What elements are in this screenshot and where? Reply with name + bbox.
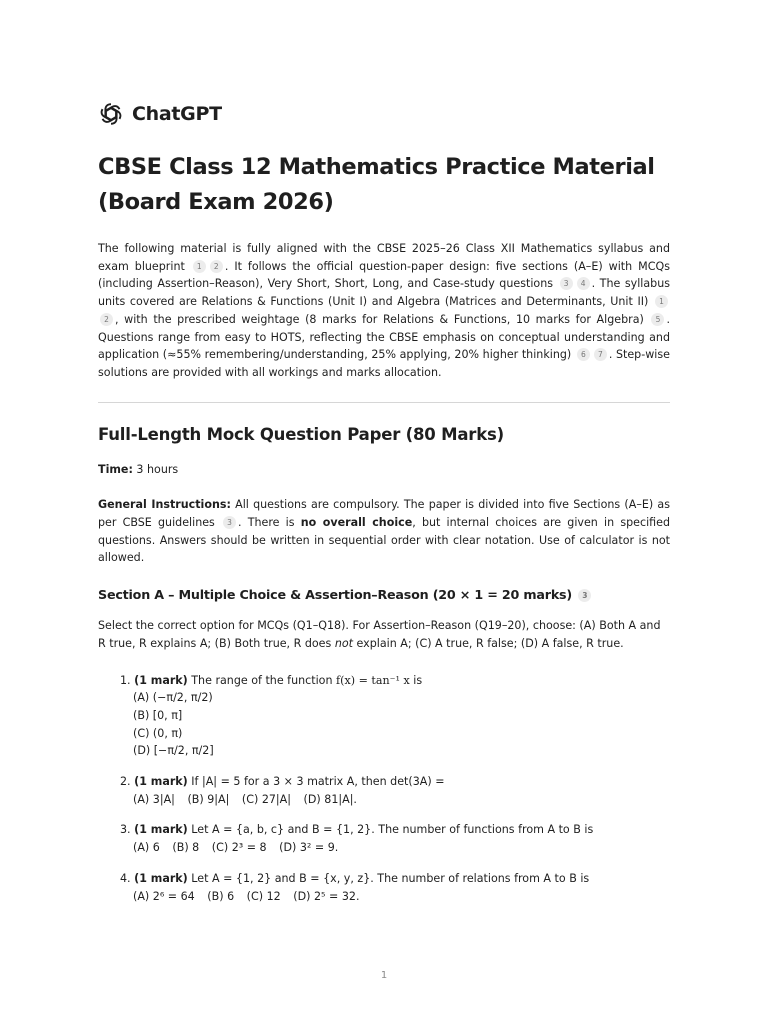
citation-badge[interactable]: 5 — [651, 313, 664, 326]
brand-header — [98, 100, 670, 128]
time-label: Time: — [98, 462, 133, 476]
page-number: 1 — [380, 970, 388, 981]
option: (A) (−π/2, π/2) — [133, 691, 213, 705]
option: (B) 6 — [207, 889, 235, 903]
option: (B) 8 — [172, 841, 200, 855]
section-divider — [98, 402, 670, 403]
option: (A) 2⁶ = 64 — [133, 889, 195, 903]
option: (D) 3² = 9. — [279, 841, 339, 855]
citation-badge[interactable]: 3 — [578, 589, 591, 602]
citation-badge[interactable]: 6 — [577, 348, 590, 361]
options-row — [120, 888, 670, 906]
citation-badge[interactable]: 3 — [560, 277, 573, 290]
citation-badge[interactable]: 2 — [100, 313, 113, 326]
option: (A) 3|A| — [133, 792, 175, 806]
question-2: 2. (1 mark) If |A| = 5 for a 3 × 3 matrix A, then det(3A) = (A) 3|A| (B) 9|A| (C) 27|A| (D) 81|A|. — [120, 773, 670, 808]
question-4: 4. (1 mark) Let A = {1, 2} and B = {x, y, z}. The number of relations from A to B is (A) 2⁶ = 64 (B) 6 (C) 12 (D) 2⁵ = 32. — [120, 870, 670, 905]
mock-paper-heading: Full-Length Mock Question Paper (80 Marks) — [98, 424, 504, 444]
option: (D) 2⁵ = 32. — [293, 889, 360, 903]
citation-badge[interactable]: 1 — [655, 295, 668, 308]
openai-logo-icon — [98, 101, 124, 127]
option: (D) 81|A|. — [303, 792, 357, 806]
time-line — [98, 461, 670, 479]
options-row — [120, 791, 670, 809]
option: (D) [−π/2, π/2] — [133, 744, 214, 758]
citation-badge[interactable]: 2 — [210, 260, 223, 273]
general-instructions: General Instructions: All questions are compulsory. The paper is divided into five Sections (A–E) as per CBSE guidelines 3 . There is no overall choice, but internal choices are given in specified questions. Answers should be written in sequential order with clear notation. Use of calculator is not allowed. — [98, 498, 671, 565]
option: (B) 9|A| — [187, 792, 230, 806]
brand-name: ChatGPT — [132, 103, 222, 125]
option: (A) 6 — [133, 841, 160, 855]
option: (B) [0, π] — [133, 708, 183, 722]
option: (C) 12 — [246, 889, 281, 903]
general-instructions-label: General Instructions: — [98, 498, 231, 512]
option: (C) (0, π) — [133, 726, 183, 740]
question-1: 1. (1 mark) The range of the function f(x) = tan⁻¹ x is (A) (−π/2, π/2) (B) [0, π] (C) (0, π) (D) [−π/2, π/2] — [120, 672, 670, 761]
question-list — [98, 672, 670, 906]
intro-paragraph: The following material is fully aligned with the CBSE 2025–26 Class XII Mathematics syllabus and exam blueprint 1 2 . It follows the official question-paper design: five sections (A–E) with MCQs (including Assertion–Reason), Very Short, Short, Long, and Case-study questions 3 4 . The syllabus units covered are Relations & Functions (Unit I) and Algebra (Matrices and Determinants, Unit II) 12 , with the prescribed weightage (8 marks for Relations & Functions, 10 marks for Algebra) 5 . Questions range from easy to HOTS, reflecting the CBSE emphasis on conceptual understanding and application (≈55% remembering/understanding, 25% applying, 20% higher thinking) 6 7 . Step-wise solutions are provided with all workings and marks allocation. — [98, 242, 671, 379]
option: (C) 27|A| — [241, 792, 291, 806]
option: (C) 2³ = 8 — [211, 841, 267, 855]
math-expression: f(x) = tan⁻¹ x — [336, 673, 410, 687]
citation-badge[interactable]: 7 — [594, 348, 607, 361]
options-row — [120, 839, 670, 857]
question-3: 3. (1 mark) Let A = {a, b, c} and B = {1, 2}. The number of functions from A to B is (A) 6 (B) 8 (C) 2³ = 8 (D) 3² = 9. — [120, 821, 670, 856]
document-page — [98, 100, 670, 918]
document-title: CBSE Class 12 Mathematics Practice Material (Board Exam 2026) — [98, 154, 655, 215]
section-a-heading: Section A – Multiple Choice & Assertion–Reason (20 × 1 = 20 marks) 3 — [98, 585, 670, 605]
time-value: 3 hours — [136, 462, 179, 476]
section-a-instructions: Select the correct option for MCQs (Q1–Q18). For Assertion–Reason (Q19–20), choose: (A) Both A and R true, R explains A; (B) Both true, R does not explain A; (C) A true, R false; (D) A false, R true. — [98, 619, 661, 650]
citation-badge[interactable]: 4 — [577, 277, 590, 290]
citation-badge[interactable]: 1 — [193, 260, 206, 273]
citation-badge[interactable]: 3 — [223, 516, 236, 529]
